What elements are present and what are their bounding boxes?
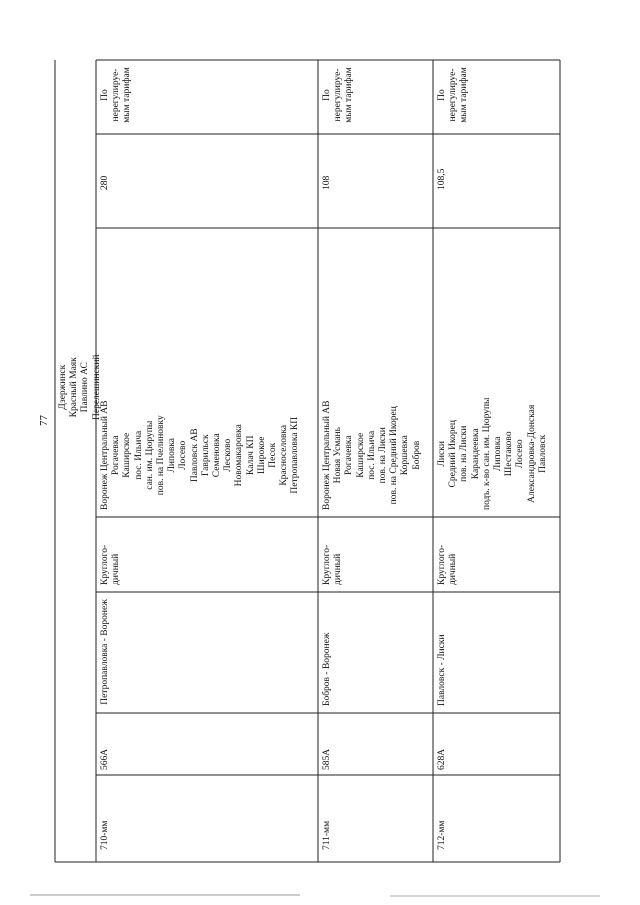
stop-item: Калач КП	[245, 435, 256, 475]
stop-item: подъ. к-во сан. им. Цюрупы	[481, 397, 492, 510]
tariff	[437, 62, 471, 128]
reg-no: 712-мм	[437, 820, 447, 850]
stop-item: Семеновка	[212, 433, 223, 478]
distance: 108	[322, 175, 332, 190]
stop-item: Петропавловка КП	[290, 416, 301, 494]
stop-item: Песок	[268, 442, 279, 468]
stop-item: пов. на Средний Икорец	[389, 406, 400, 505]
stop-item: Средний Икорец	[448, 420, 459, 488]
distance: 280	[100, 175, 110, 190]
stop-item: Красноселовка	[279, 424, 290, 486]
stop-item: пов. на Лиски	[378, 427, 389, 484]
stop-item: Павлино АС	[80, 362, 91, 413]
tariff-text: По нерегулируе- мым тарифам	[100, 67, 133, 123]
stop-item: Бобров	[411, 440, 422, 470]
stops-list	[100, 400, 302, 510]
route-name: Бобров - Воронеж	[322, 632, 332, 706]
tariff-text: По нерегулируе- мым тарифам	[437, 67, 470, 123]
stop-item: пос. Ильича	[366, 430, 377, 480]
schedule-text: Круглого- дичный	[100, 544, 122, 585]
tariff	[322, 62, 356, 128]
stops-list	[437, 398, 549, 510]
stop-item: Коршевка	[400, 435, 411, 476]
schedule	[437, 515, 459, 585]
stop-item: Воронеж Центральный АВ	[100, 400, 110, 510]
stops-list	[322, 400, 423, 510]
route-no: 566А	[100, 748, 110, 770]
stop-item: Липовка	[493, 436, 504, 472]
tariff-text: По нерегулируе- мым тарифам	[322, 67, 355, 123]
stop-item: Рогачевка	[111, 435, 122, 476]
stop-item: пос. Ильича	[133, 430, 144, 480]
stop-item: Новая Усмань	[333, 427, 344, 484]
prev-stops-list	[58, 355, 103, 420]
stop-item: Липовка	[167, 437, 178, 473]
reg-no: 711-мм	[322, 820, 332, 850]
schedule	[322, 515, 344, 585]
stop-item: Гаврильск	[200, 434, 211, 477]
schedule	[100, 515, 122, 585]
stop-item: Новомакаровка	[234, 424, 245, 487]
stop-item: Каширское	[355, 432, 366, 478]
reg-no: 710-мм	[100, 820, 110, 850]
stop-item: Красный Маяк	[69, 357, 80, 418]
stop-item: Широкое	[256, 436, 267, 474]
route-no: 628А	[437, 748, 447, 770]
route-name: Павловск - Лиски	[437, 634, 447, 706]
stop-item: Александровка-Донская	[526, 404, 537, 503]
route-no: 585А	[322, 748, 332, 770]
schedule-text: Круглого- дичный	[322, 544, 344, 585]
stop-item: Лосево	[178, 440, 189, 470]
stop-item: пов. на Лиски	[459, 425, 470, 482]
stop-item: Каширское	[122, 432, 133, 478]
route-name	[100, 598, 111, 706]
stop-item: Перелешинский	[91, 354, 102, 420]
stop-item: пов. на Пчелиновку	[156, 415, 167, 496]
stop-item: Лосево	[515, 439, 526, 469]
stop-item: Шестаково	[504, 431, 515, 477]
stop-item: Карандеевка	[470, 428, 481, 480]
distance: 108,5	[437, 168, 447, 190]
stop-item: Воронеж Центральный АВ	[322, 400, 332, 510]
tariff	[100, 62, 134, 128]
page-number: 77	[38, 415, 50, 426]
route-name-text: Петропавловка - Воронеж	[100, 599, 110, 705]
stop-item: Лесково	[223, 438, 234, 472]
schedule-text: Круглого- дичный	[437, 544, 459, 585]
stop-item: Лиски	[437, 441, 447, 467]
stop-item: Дзержинск	[58, 364, 68, 410]
stop-item: Павловск АВ	[189, 428, 200, 483]
stop-item: Рогачевка	[344, 435, 355, 476]
stop-item: Павловск	[537, 434, 548, 473]
stop-item: сан. им. Цюрупы	[144, 420, 155, 490]
